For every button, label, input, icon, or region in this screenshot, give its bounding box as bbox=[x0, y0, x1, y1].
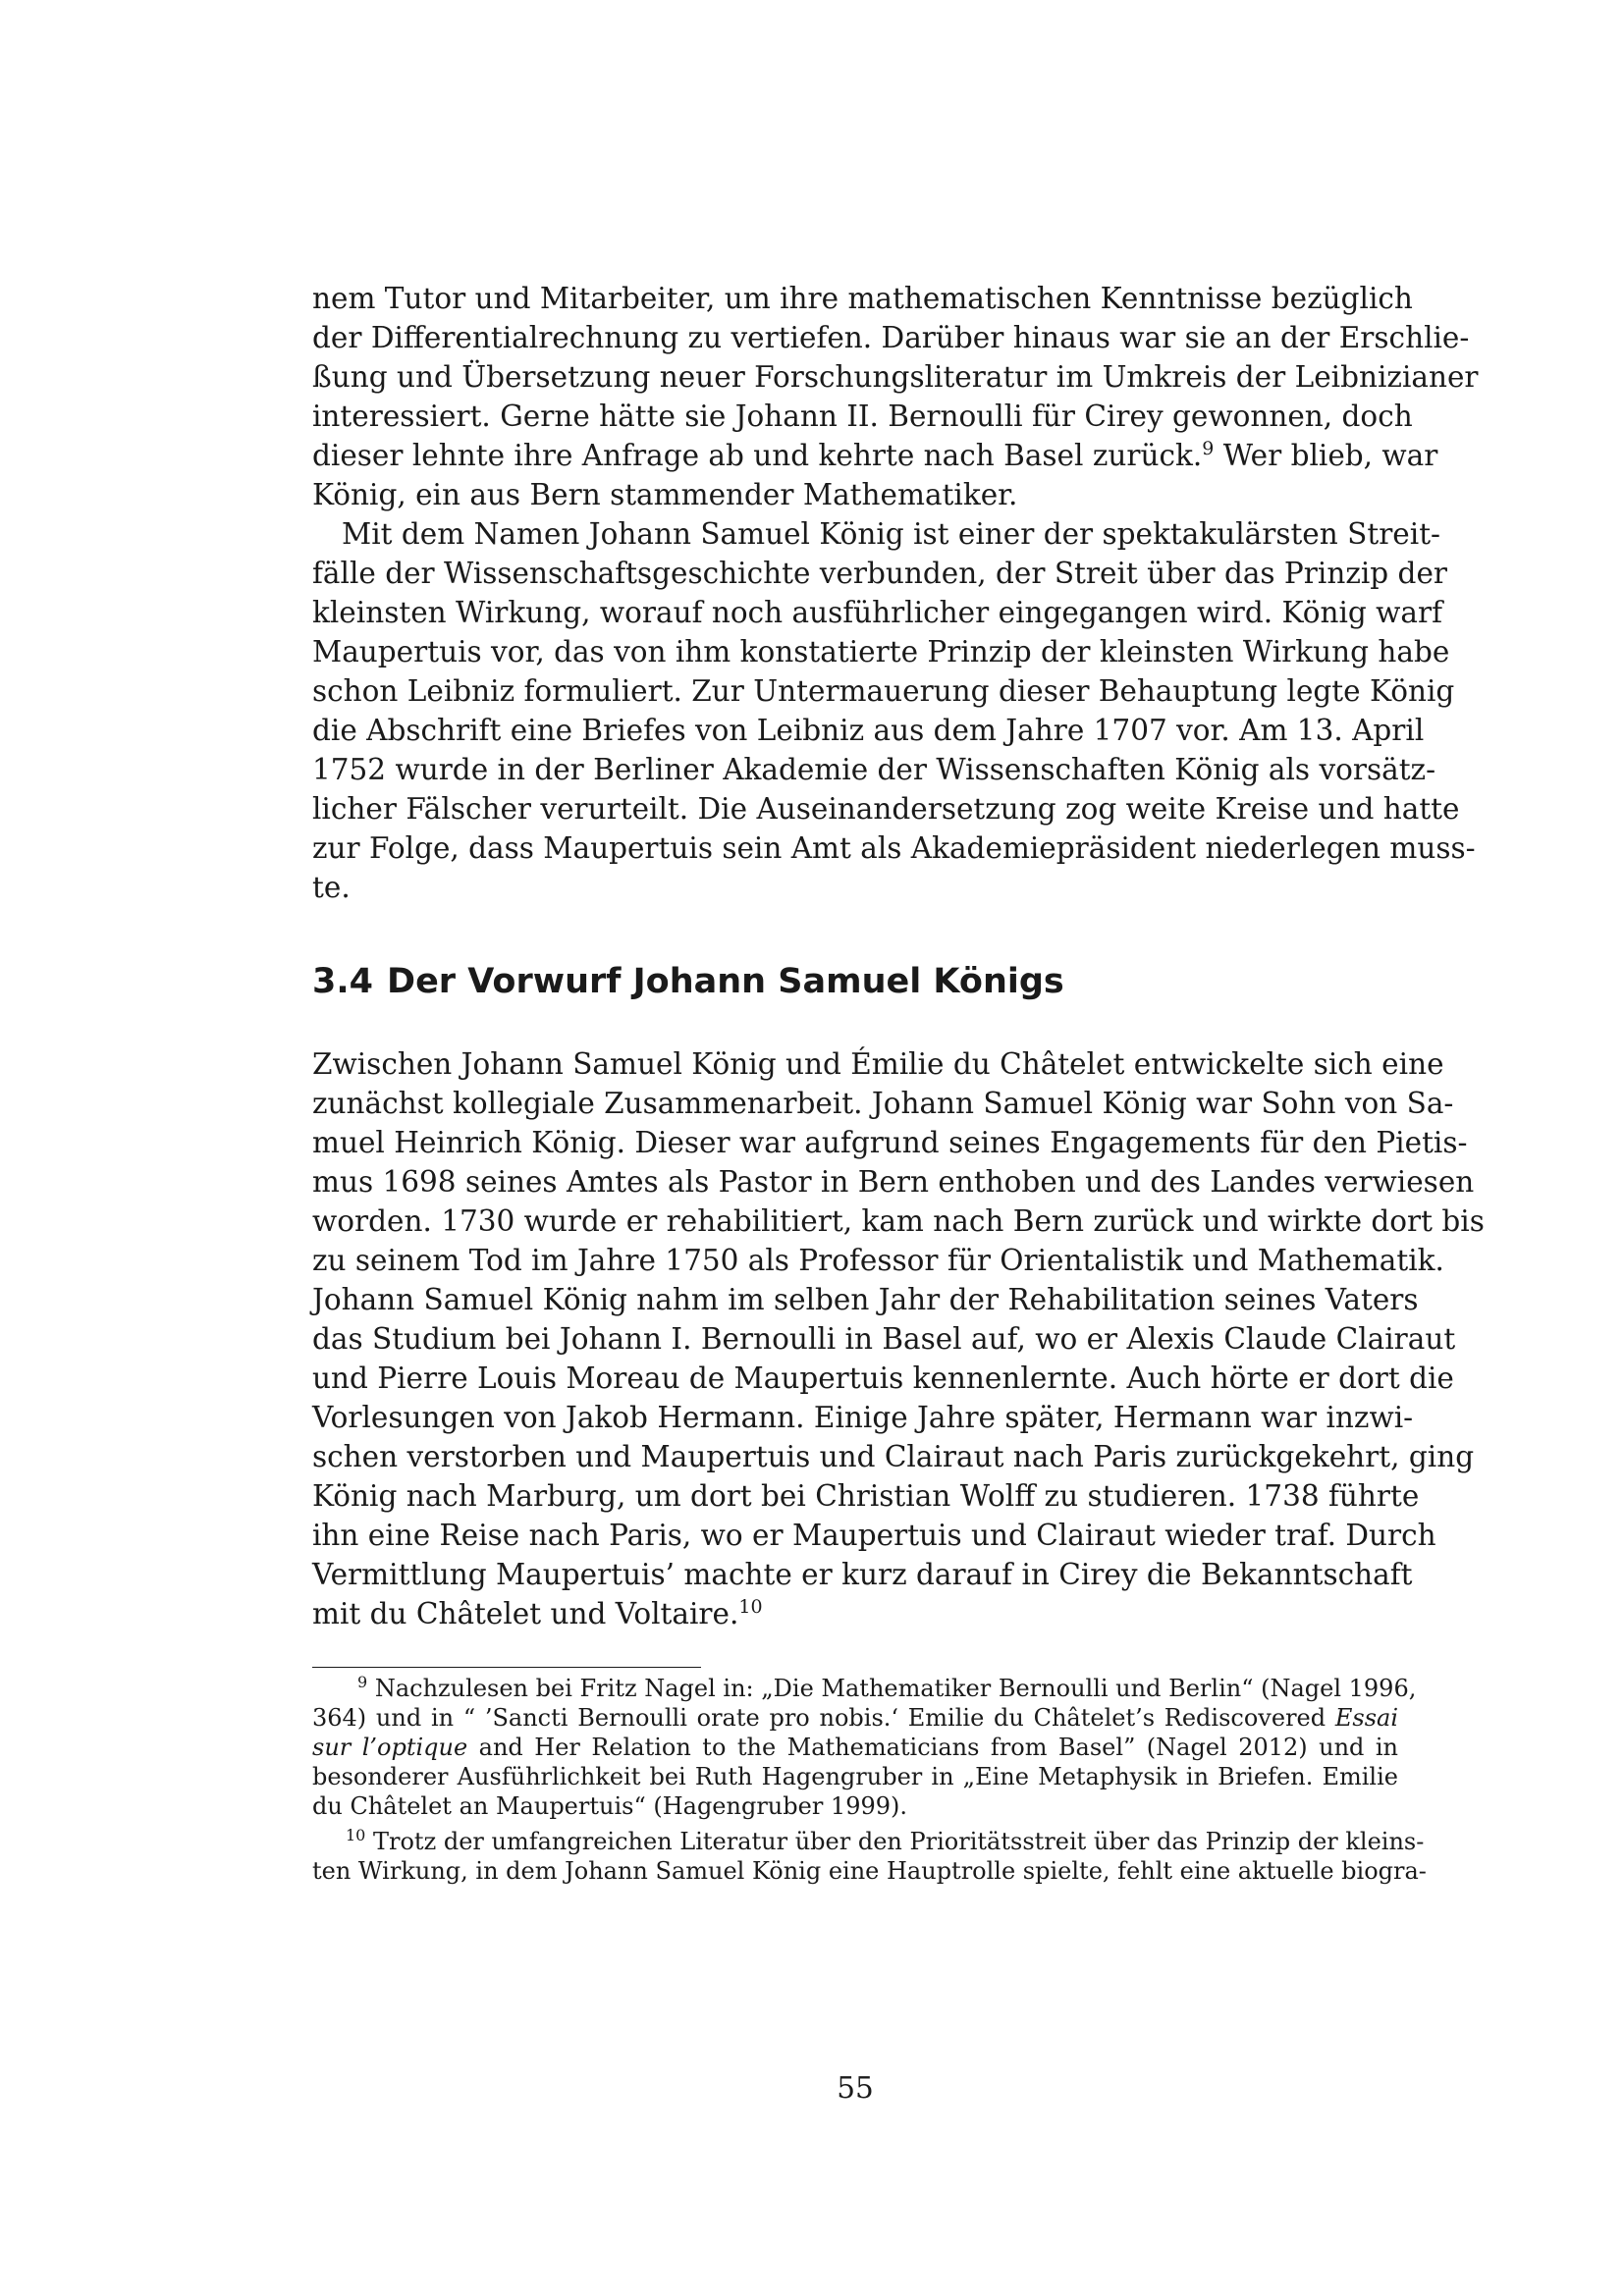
text-segment: mit du Châtelet und Voltaire. bbox=[312, 1597, 739, 1630]
text-segment: and Her Relation to the Mathematicians from Basel” (Nagel 2012) und in bbox=[467, 1734, 1398, 1761]
text-line bbox=[312, 436, 1438, 475]
text-line: König, ein aus Bern stammender Mathematiker. bbox=[312, 478, 1018, 511]
section-title: Der Vorwurf Johann Samuel Königs bbox=[387, 962, 1064, 1001]
text-line: muel Heinrich König. Dieser war aufgrund seines Engagements für den Pietis- bbox=[312, 1126, 1468, 1159]
italic-title: sur l’optique bbox=[312, 1734, 468, 1761]
page-number: 55 bbox=[837, 2071, 874, 2105]
text-segment: 364) und in “ ’Sancti Bernoulli orate pro nobis.‘ Emilie du Châtelet’s Rediscovered bbox=[312, 1704, 1335, 1732]
text-line: ihn eine Reise nach Paris, wo er Maupertuis und Clairaut wieder traf. Durch bbox=[312, 1519, 1436, 1552]
text-line: zu seinem Tod im Jahre 1750 als Professor für Orientalistik und Mathematik. bbox=[312, 1244, 1444, 1277]
text-line: Vorlesungen von Jakob Hermann. Einige Jahre später, Hermann war inzwi- bbox=[312, 1401, 1414, 1434]
text-line: die Abschrift eine Briefes von Leibniz aus dem Jahre 1707 vor. Am 13. April bbox=[312, 714, 1425, 747]
text-line: 1752 wurde in der Berliner Akademie der Wissenschaften König als vorsätz- bbox=[312, 753, 1436, 786]
paragraph-2 bbox=[312, 514, 1476, 907]
text-line: fälle der Wissenschaftsgeschichte verbunden, der Streit über das Prinzip der bbox=[312, 557, 1448, 590]
footnotes bbox=[312, 1673, 1427, 1886]
text-line: licher Fälscher verurteilt. Die Auseinandersetzung zog weite Kreise und hatte bbox=[312, 792, 1460, 826]
text-line: kleinsten Wirkung, worauf noch ausführlicher eingegangen wird. König warf bbox=[312, 596, 1443, 629]
paragraph-1 bbox=[312, 279, 1479, 514]
footnote-line: ten Wirkung, in dem Johann Samuel König eine Hauptrolle spielte, fehlt eine aktuelle biogra- bbox=[312, 1857, 1427, 1885]
text-line: zur Folge, dass Maupertuis sein Amt als Akademiepräsident niederlegen muss- bbox=[312, 831, 1476, 865]
footnote-line: besonderer Ausführlichkeit bei Ruth Hagengruber in „Eine Metaphysik in Briefen. Emilie bbox=[312, 1763, 1398, 1790]
text-line: nem Tutor und Mitarbeiter, um ihre mathematischen Kenntnisse bezüglich bbox=[312, 282, 1413, 315]
text-line: worden. 1730 wurde er rehabilitiert, kam nach Bern zurück und wirkte dort bis bbox=[312, 1204, 1485, 1238]
section-number: 3.4 bbox=[312, 962, 374, 1001]
text-line: schen verstorben und Maupertuis und Clairaut nach Paris zurückgekehrt, ging bbox=[312, 1440, 1475, 1473]
text-segment: Trotz der umfangreichen Literatur über den Prioritätsstreit über das Prinzip der kleins- bbox=[373, 1828, 1425, 1855]
footnote-10 bbox=[312, 1826, 1427, 1886]
footnote-line bbox=[312, 1673, 1417, 1703]
footnote-line bbox=[312, 1826, 1425, 1856]
footnote-divider bbox=[312, 1667, 701, 1668]
section-heading bbox=[312, 960, 1064, 1003]
text-line: Johann Samuel König nahm im selben Jahr der Rehabilitation seines Vaters bbox=[312, 1283, 1419, 1316]
italic-title: Essai bbox=[1334, 1704, 1398, 1732]
text-line: te. bbox=[312, 871, 351, 904]
footnote-marker[interactable]: 10 bbox=[738, 1596, 763, 1618]
footnote-9 bbox=[312, 1673, 1417, 1821]
text-segment: Nachzulesen bei Fritz Nagel in: „Die Mathematiker Bernoulli und Berlin“ (Nagel 1996, bbox=[374, 1675, 1417, 1702]
text-line bbox=[312, 1594, 1398, 1633]
footnote-number: 9 bbox=[357, 1673, 368, 1691]
text-line: Mit dem Namen Johann Samuel König ist einer der spektakulärsten Streit- bbox=[342, 517, 1441, 551]
text-line: Maupertuis vor, das von ihm konstatierte Prinzip der kleinsten Wirkung habe bbox=[312, 635, 1450, 668]
text-line: das Studium bei Johann I. Bernoulli in Basel auf, wo er Alexis Claude Clairaut bbox=[312, 1322, 1456, 1356]
text-line: zunächst kollegiale Zusammenarbeit. Johann Samuel König war Sohn von Sa- bbox=[312, 1087, 1454, 1120]
text-line: ßung und Übersetzung neuer Forschungsliteratur im Umkreis der Leibnizianer bbox=[312, 360, 1479, 394]
footnote-line bbox=[312, 1733, 1398, 1762]
text-line: König nach Marburg, um dort bei Christian Wolff zu studieren. 1738 führte bbox=[312, 1479, 1420, 1513]
footnote-number: 10 bbox=[346, 1826, 366, 1844]
footnote-marker[interactable]: 9 bbox=[1202, 438, 1215, 459]
text-line: schon Leibniz formuliert. Zur Untermauerung dieser Behauptung legte König bbox=[312, 674, 1455, 708]
footnote-line: du Châtelet an Maupertuis“ (Hagengruber 1999). bbox=[312, 1792, 907, 1820]
book-page bbox=[312, 0, 1485, 2296]
footnote-line bbox=[312, 1703, 1398, 1733]
text-line: mus 1698 seines Amtes als Pastor in Bern enthoben und des Landes verwiesen bbox=[312, 1165, 1475, 1199]
text-segment: Wer blieb, war bbox=[1214, 439, 1438, 472]
paragraph-3 bbox=[312, 1044, 1485, 1633]
text-line: interessiert. Gerne hätte sie Johann II. Bernoulli für Cirey gewonnen, doch bbox=[312, 400, 1413, 433]
text-line: Zwischen Johann Samuel König und Émilie du Châtelet entwickelte sich eine bbox=[312, 1047, 1444, 1081]
text-line: der Differentialrechnung zu vertiefen. Darüber hinaus war sie an der Erschlie- bbox=[312, 321, 1470, 354]
text-line: Vermittlung Maupertuis’ machte er kurz darauf in Cirey die Bekanntschaft bbox=[312, 1558, 1413, 1591]
text-line: und Pierre Louis Moreau de Maupertuis kennenlernte. Auch hörte er dort die bbox=[312, 1362, 1454, 1395]
text-segment: dieser lehnte ihre Anfrage ab und kehrte nach Basel zurück. bbox=[312, 439, 1203, 472]
